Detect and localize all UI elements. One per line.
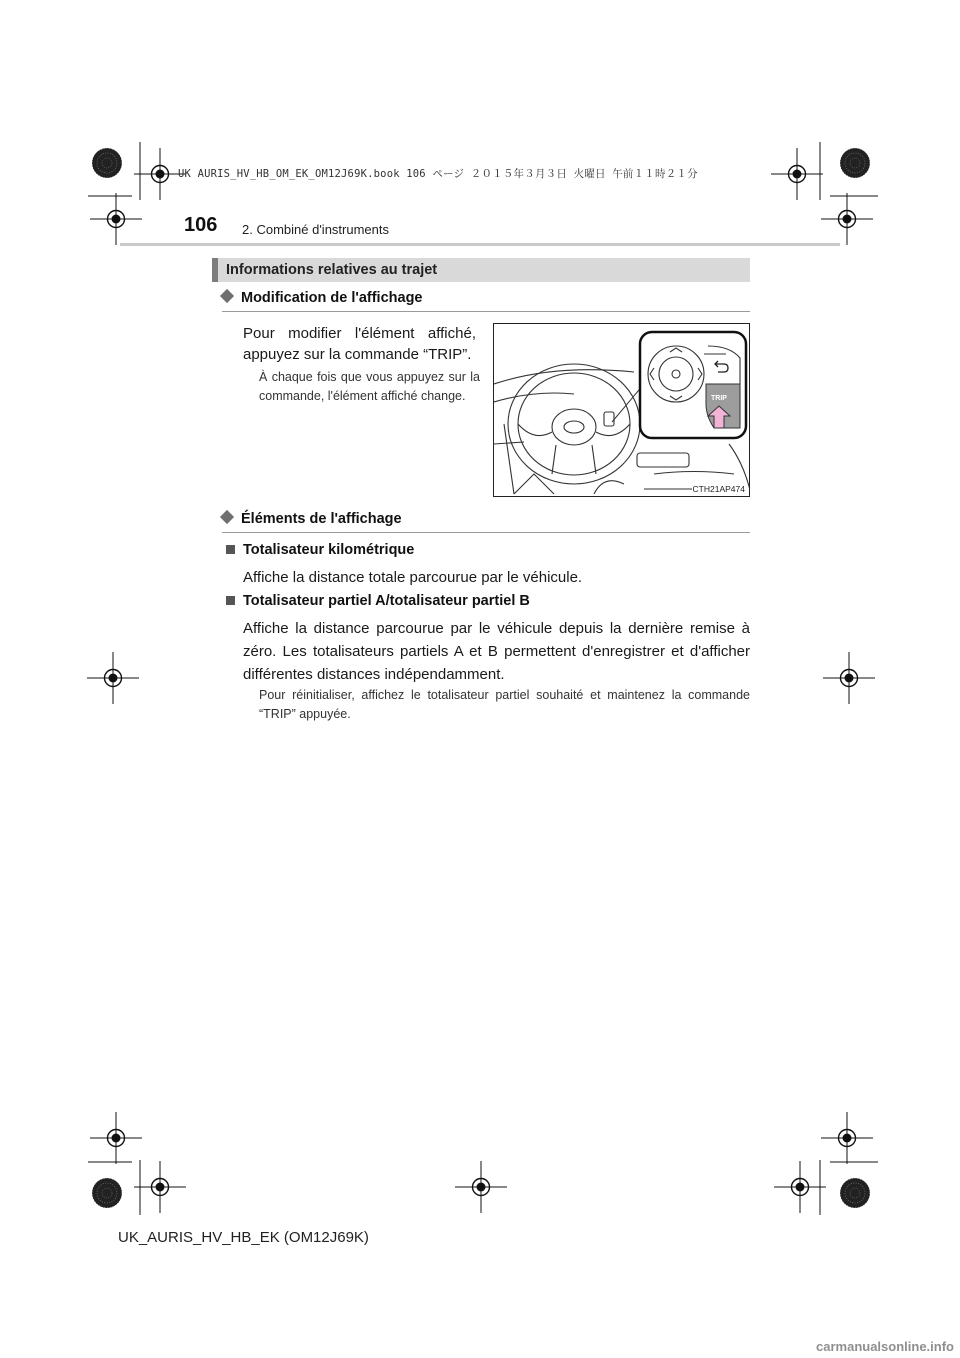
odometer-text: Affiche la distance totale parcourue par le véhicule. <box>243 569 583 586</box>
footer-code: UK_AURIS_HV_HB_EK (OM12J69K) <box>118 1229 369 1246</box>
display-change-paragraph-line2: appuyez sur la commande “TRIP”. <box>243 346 472 363</box>
header-rule <box>120 243 840 246</box>
display-items-heading: Éléments de l'affichage <box>222 511 402 527</box>
trip-meter-text: Affiche la distance parcourue par le véhicule depuis la dernière remise à zéro. Les totalisateurs partiels A et B permettent d'enregistrer et d'afficher différentes distances indépendamment. <box>243 620 750 683</box>
print-target-icon <box>774 1161 826 1213</box>
watermark: carmanualsonline.info <box>816 1339 954 1354</box>
diamond-bullet-icon <box>220 510 234 524</box>
print-target-icon <box>455 1161 507 1213</box>
display-change-note: À chaque fois que vous appuyez sur la commande, l'élément affiché change. <box>259 370 480 403</box>
steering-wheel-illustration <box>493 323 750 497</box>
trip-meter-note: Pour réinitialiser, affichez le totalisateur partiel souhaité et maintenez la commande “TRIP” appuyée. <box>259 688 750 721</box>
print-target-icon <box>90 193 142 245</box>
chapter-title: 2. Combiné d'instruments <box>242 222 389 237</box>
section-header <box>212 258 750 282</box>
registration-mark-icon <box>92 148 122 178</box>
square-bullet-icon <box>226 545 235 554</box>
print-target-icon <box>771 148 823 200</box>
print-target-icon <box>821 193 873 245</box>
display-change-paragraph-line1: Pour modifier l'élément affiché, <box>243 325 476 342</box>
section-title: Informations relatives au trajet <box>226 262 438 278</box>
print-target-icon <box>821 1112 873 1164</box>
square-bullet-icon <box>226 596 235 605</box>
odometer-heading: Totalisateur kilométrique <box>226 542 414 558</box>
registration-mark-icon <box>840 148 870 178</box>
registration-mark-icon <box>92 1178 122 1208</box>
trip-button-label: TRIP <box>711 395 727 402</box>
trip-meter-heading: Totalisateur partiel A/totalisateur partiel B <box>226 593 530 609</box>
dashboard-drawing <box>494 324 750 497</box>
figure-code: CTH21AP474 <box>692 484 745 494</box>
diamond-bullet-icon <box>220 289 234 303</box>
page-number: 106 <box>184 214 218 236</box>
print-target-icon <box>87 652 139 704</box>
print-target-icon <box>90 1112 142 1164</box>
subhead-rule <box>222 532 750 533</box>
print-target-icon <box>823 652 875 704</box>
subhead-rule <box>222 311 750 312</box>
registration-mark-icon <box>840 1178 870 1208</box>
display-change-heading: Modification de l'affichage <box>222 290 423 306</box>
print-header: UK AURIS_HV_HB_OM_EK_OM12J69K.book 106 ページ ２０１５年３月３日 火曜日 午前１１時２１分 <box>178 168 698 180</box>
print-target-icon <box>134 1161 186 1213</box>
